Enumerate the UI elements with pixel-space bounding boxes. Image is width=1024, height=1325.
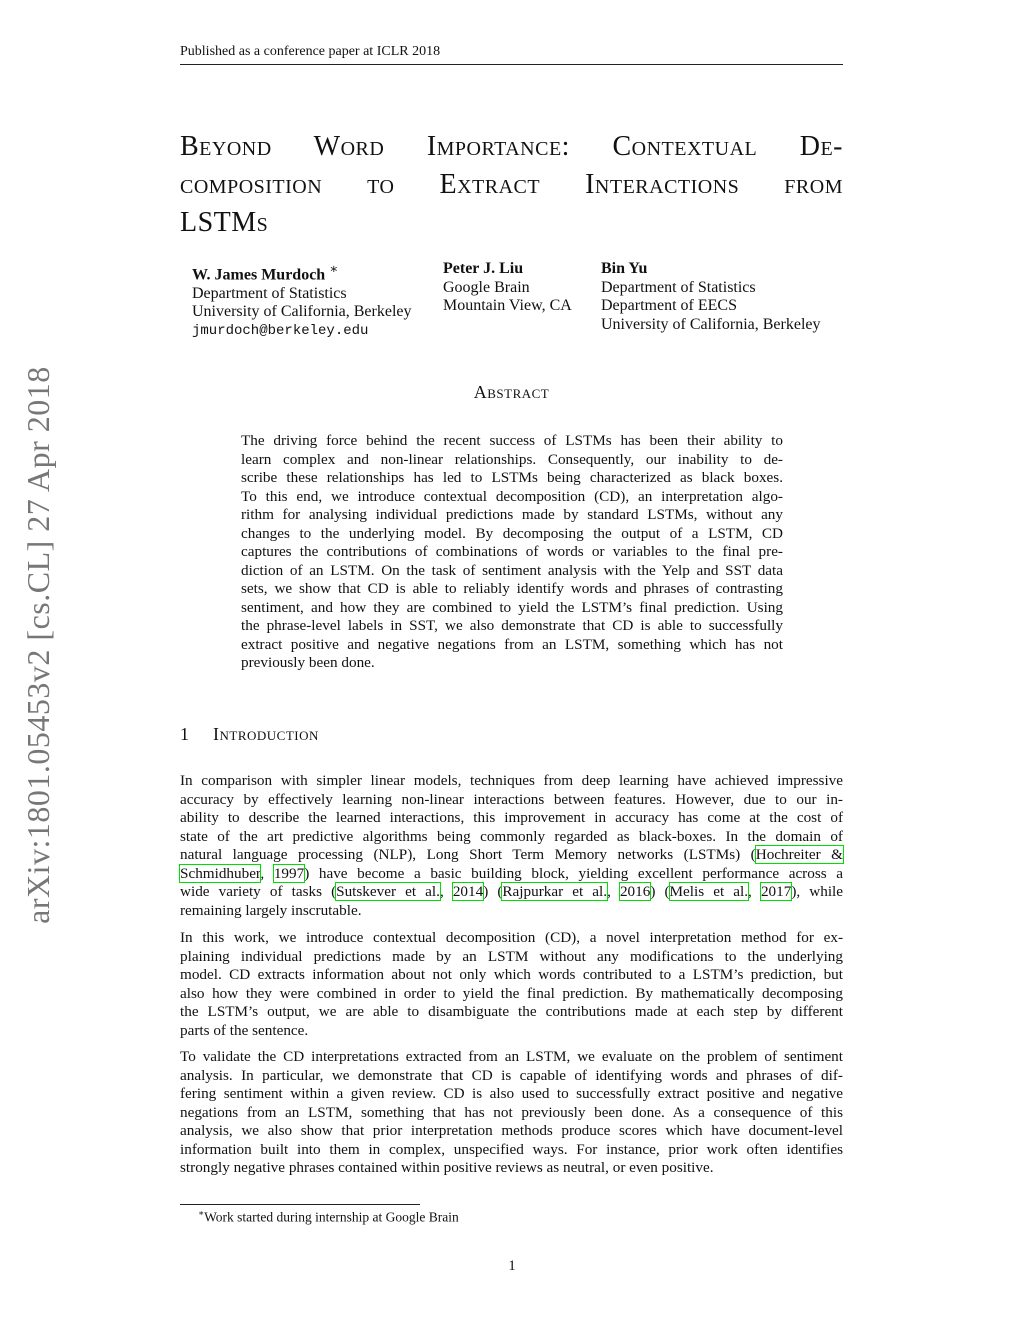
author-affiliation: Department of EECS: [601, 297, 737, 314]
author-block-yu: [601, 260, 821, 334]
author-affiliation: Department of Statistics: [192, 284, 347, 302]
footnote-rule: [180, 1204, 420, 1205]
citation-link-2017[interactable]: 2017: [760, 883, 792, 900]
abstract-line: changes to the underlying model. By decomposing the output of a LSTM, CD: [241, 524, 783, 542]
text-run: natural language processing (NLP), Long Short Term Memory networks (LSTMs) (: [180, 846, 756, 863]
abstract-line: sets, we show that CD is able to reliably identify words and phrases of contrasting: [241, 580, 783, 597]
citation-link-2014[interactable]: 2014: [452, 883, 484, 900]
text-run: ) (: [483, 883, 503, 900]
citation-link-hochreiter[interactable]: Hochreiter &: [755, 846, 843, 863]
arxiv-stamp: arXiv:1801.05453v2 [cs.CL] 27 Apr 2018: [19, 366, 56, 924]
page-number: 1: [508, 1258, 516, 1274]
paragraph-line: analysis, we also show that prior interpretation methods produce scores which have document-level: [180, 1122, 843, 1139]
text-run: ,: [748, 883, 761, 900]
text-run: ), while: [791, 883, 843, 900]
author-email: jmurdoch@berkeley.edu: [192, 322, 369, 339]
text-run: ) have become a basic building block, yielding excellent performance across a: [304, 864, 844, 882]
author-affiliation: Google Brain: [443, 278, 530, 296]
abstract-body: [241, 432, 783, 673]
author-block-liu: [443, 260, 572, 316]
paragraph-line: state of the art predictive algorithms being commonly regarded as black-boxes. In the domain of: [180, 827, 843, 845]
abstract-line: rithm for analysing individual predictions made by standard LSTMs, without any: [241, 506, 783, 523]
paragraph-line: strongly negative phrases contained within positive reviews as neutral, or even positive.: [180, 1159, 714, 1176]
intro-paragraph-3: [180, 1048, 843, 1178]
paragraph-line: To validate the CD interpretations extracted from an LSTM, we evaluate on the problem of sentiment: [180, 1048, 843, 1065]
paragraph-line: negations from an LSTM, something that has not previously been done. As a consequence of this: [180, 1103, 843, 1121]
title-line-3: LSTMs: [180, 207, 269, 238]
text-run: ,: [260, 864, 274, 882]
abstract-line: scribe these relationships has led to LSTMs being characterized as black boxes.: [241, 469, 783, 486]
paragraph-line: remaining largely inscrutable.: [180, 901, 362, 919]
author-name: W. James Murdoch: [192, 266, 326, 284]
footnote-marker: ∗: [198, 1208, 205, 1218]
paragraph-line: In comparison with simpler linear models, techniques from deep learning have achieved impressive: [180, 772, 843, 789]
author-affiliation: Department of Statistics: [601, 278, 756, 296]
section-number: 1: [180, 724, 189, 744]
running-header: Published as a conference paper at ICLR 2018: [180, 44, 441, 59]
citation-link-2016[interactable]: 2016: [619, 883, 651, 900]
author-footnote-marker: ∗: [329, 261, 339, 276]
paragraph-line: parts of the sentence.: [180, 1021, 309, 1039]
abstract-line: extract positive and negative negations from an LSTM, something which has not: [241, 635, 783, 653]
author-name: Peter J. Liu: [443, 260, 524, 277]
paragraph-line: [180, 883, 843, 902]
intro-paragraph-2: [180, 929, 843, 1040]
paragraph-line: [180, 865, 843, 884]
paragraph-line: model. CD extracts information about not only which words contributed to a LSTM’s prediction, but: [180, 966, 843, 983]
paper-title: [180, 128, 843, 242]
paragraph-line: plaining individual predictions made by an LSTM without any modifications to the underlying: [180, 947, 843, 965]
paragraph-line: also how they were combined in order to yield the final prediction. By mathematically decomposing: [180, 984, 843, 1002]
intro-paragraph-1: [180, 772, 843, 920]
paragraph-line: [180, 846, 843, 865]
citation-link-1997[interactable]: 1997: [273, 864, 305, 882]
header-rule: [180, 64, 843, 65]
footnote-text: Work started during internship at Google Brain: [204, 1209, 459, 1225]
text-run: ,: [439, 883, 453, 900]
author-block-murdoch: [192, 260, 412, 340]
author-affiliation: University of California, Berkeley: [601, 315, 821, 333]
title-line-1: Beyond Word Importance: Contextual De-: [180, 131, 843, 162]
abstract-line: sentiment, and how they are combined to yield the LSTM’s final prediction. Using: [241, 598, 783, 616]
abstract-line: diction of an LSTM. On the task of sentiment analysis with the Yelp and SST data: [241, 561, 783, 579]
section-heading-introduction: [180, 724, 319, 745]
paragraph-line: fering sentiment within a given review. CD is also used to successfully extract positive and negative: [180, 1085, 843, 1102]
author-affiliation: Mountain View, CA: [443, 297, 572, 314]
paragraph-line: accuracy by effectively learning non-linear interactions between features. However, due to our in-: [180, 790, 843, 808]
abstract-line: the phrase-level labels in SST, we also demonstrate that CD is able to successfully: [241, 617, 783, 634]
text-run: ) (: [650, 883, 670, 900]
abstract-line: learn complex and non-linear relationships. Consequently, our inability to de-: [241, 450, 783, 468]
citation-link-rajpurkar[interactable]: Rajpurkar et al.: [502, 883, 608, 900]
citation-link-schmidhuber[interactable]: Schmidhuber: [180, 864, 261, 882]
paragraph-line: ability to describe the learned interactions, this improvement in accuracy has come at the cost of: [180, 809, 843, 826]
author-name: Bin Yu: [601, 260, 648, 277]
abstract-heading: Abstract: [473, 382, 550, 402]
text-run: ,: [607, 883, 620, 900]
citation-link-melis[interactable]: Melis et al.: [669, 883, 749, 900]
paragraph-line: analysis. In particular, we demonstrate that CD is capable of identifying words and phrases of dif-: [180, 1066, 843, 1084]
paragraph-line: the LSTM’s output, we are able to disambiguate the contributions made at each step by different: [180, 1003, 843, 1020]
paragraph-line: In this work, we introduce contextual decomposition (CD), a novel interpretation method for ex-: [180, 929, 843, 946]
abstract-line: captures the contributions of combinations of words or variables to the final pre-: [241, 543, 783, 560]
abstract-line: The driving force behind the recent success of LSTMs has been their ability to: [241, 432, 783, 449]
paragraph-line: information built into them in complex, unspecified ways. For instance, prior work often identifies: [180, 1140, 843, 1158]
abstract-line: previously been done.: [241, 654, 375, 671]
title-line-2: composition to Extract Interactions from: [180, 169, 843, 200]
footnote: [198, 1208, 459, 1226]
text-run: wide variety of tasks (: [180, 883, 337, 900]
author-affiliation: University of California, Berkeley: [192, 303, 412, 321]
section-title: Introduction: [213, 724, 319, 744]
abstract-line: To this end, we introduce contextual decomposition (CD), an interpretation algo-: [241, 487, 783, 505]
citation-link-sutskever[interactable]: Sutskever et al.: [336, 883, 440, 900]
